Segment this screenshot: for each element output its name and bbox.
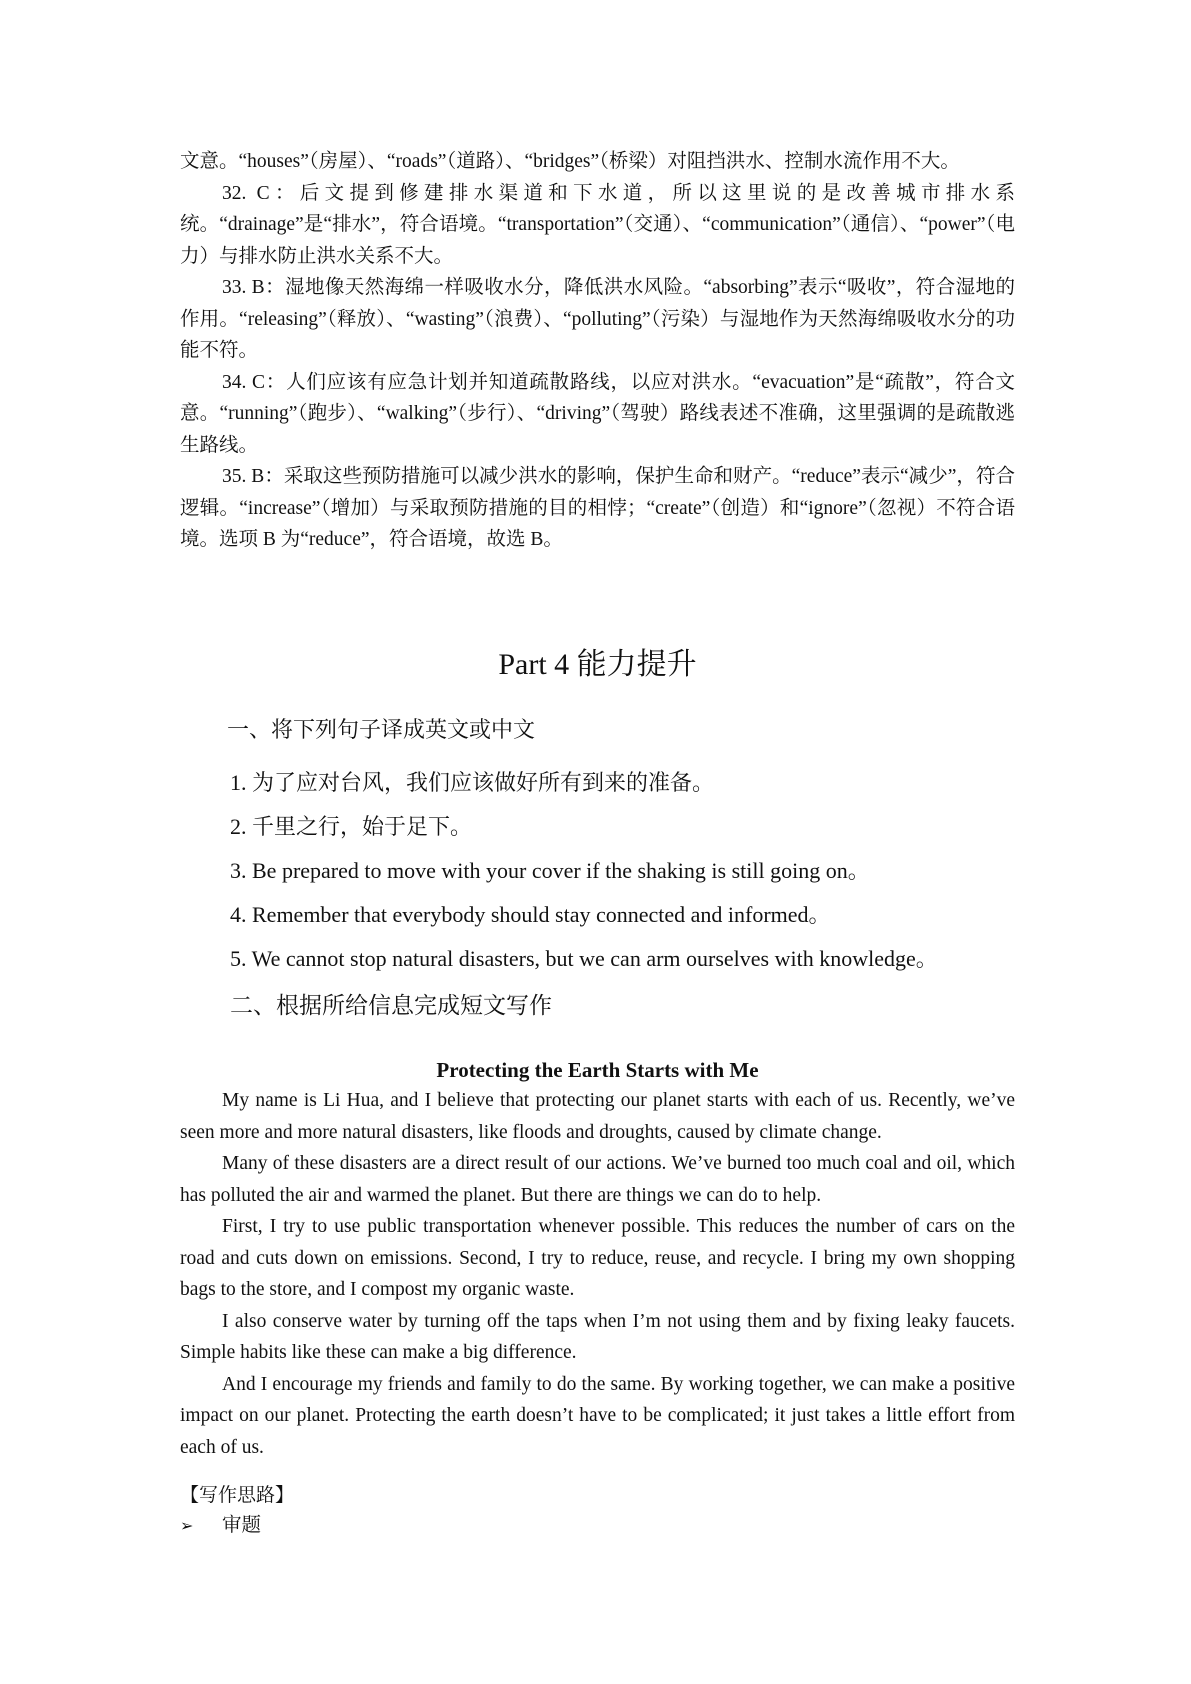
essay-body (180, 1085, 1015, 1463)
answer-34: 34. C：人们应该有应急计划并知道疏散路线，以应对洪水。“evacuation”是“疏散”，符合文意。“running”（跑步）、“walking”（步行）、“driving”（驾驶）路线表述不准确，这里强调的是疏散逃生路线。 (180, 371, 1015, 456)
section-heading-translation: 一、将下列句子译成英文或中文 (227, 718, 536, 743)
translation-sentence: 1. 为了应对台风，我们应该做好所有到来的准备。 (230, 770, 715, 795)
answer-33: 33. B：湿地像天然海绵一样吸收水分，降低洪水风险。“absorbing”表示“吸收”，符合湿地的作用。“releasing”（释放）、“wasting”（浪费）、“polluting”（污染）与湿地作为天然海绵吸收水分的功能不符。 (180, 277, 1015, 361)
essay-paragraph: First, I try to use public transportation whenever possible. This reduces the number of cars on the road and cuts down on emissions. Second, I try to reduce, reuse, and recycle. I bring my own shopping bags to the store, and I compost my organic waste. (180, 1216, 1015, 1300)
answer-31-continuation: 文意。“houses”（房屋）、“roads”（道路）、“bridges”（桥梁）对阻挡洪水、控制水流作用不大。 (180, 151, 960, 172)
essay-paragraph: My name is Li Hua, and I believe that protecting our planet starts with each of us. Recently, we’ve seen more and more natural disasters, like floods and droughts, caused by climate change. (180, 1090, 1015, 1143)
translation-sentence: 5. We cannot stop natural disasters, but we can arm ourselves with knowledge。 (230, 946, 938, 971)
arrow-bullet-icon: ➢ (180, 1516, 194, 1535)
essay-title: Protecting the Earth Starts with Me (436, 1058, 759, 1082)
part-title: Part 4 能力提升 (498, 648, 697, 681)
answer-32: 32. C：后文提到修建排水渠道和下水道，所以这里说的是改善城市排水系统。“drainage”是“排水”，符合语境。“transportation”（交通）、“communication”（通信）、“power”（电力）与排水防止洪水关系不大。 (180, 182, 1015, 267)
answer-explanations (180, 146, 1015, 556)
translation-sentence-list (230, 766, 1020, 986)
essay-paragraph: I also conserve water by turning off the taps when I’m not using them and by fixing leaky faucets. Simple habits like these can make a big difference. (180, 1310, 1015, 1363)
answer-35: 35. B：采取这些预防措施可以减少洪水的影响，保护生命和财产。“reduce”表示“减少”，符合逻辑。“increase”（增加）与采取预防措施的目的相悖；“create”（创造）和“ignore”（忽视）不符合语境。选项 B 为“reduce”，符合语境，故选 B。 (180, 466, 1015, 550)
essay-paragraph: And I encourage my friends and family to do the same. By working together, we can make a positive impact on our planet. Protecting the earth doesn’t have to be complicated; it just takes a little effort from each of us. (180, 1373, 1015, 1458)
essay-paragraph: Many of these disasters are a direct result of our actions. We’ve burned too much coal and oil, which has polluted the air and warmed the planet. But there are things we can do to help. (180, 1153, 1015, 1206)
translation-sentence: 3. Be prepared to move with your cover if the shaking is still going on。 (230, 858, 870, 883)
translation-sentence: 2. 千里之行，始于足下。 (230, 814, 473, 839)
writing-approach-heading: 【写作思路】 (180, 1484, 295, 1506)
review-label: 审题 (222, 1515, 262, 1536)
section-heading-writing: 二、根据所给信息完成短文写作 (230, 993, 552, 1018)
translation-sentence: 4. Remember that everybody should stay connected and informed。 (230, 902, 831, 927)
review-bullet-item (180, 1510, 261, 1542)
